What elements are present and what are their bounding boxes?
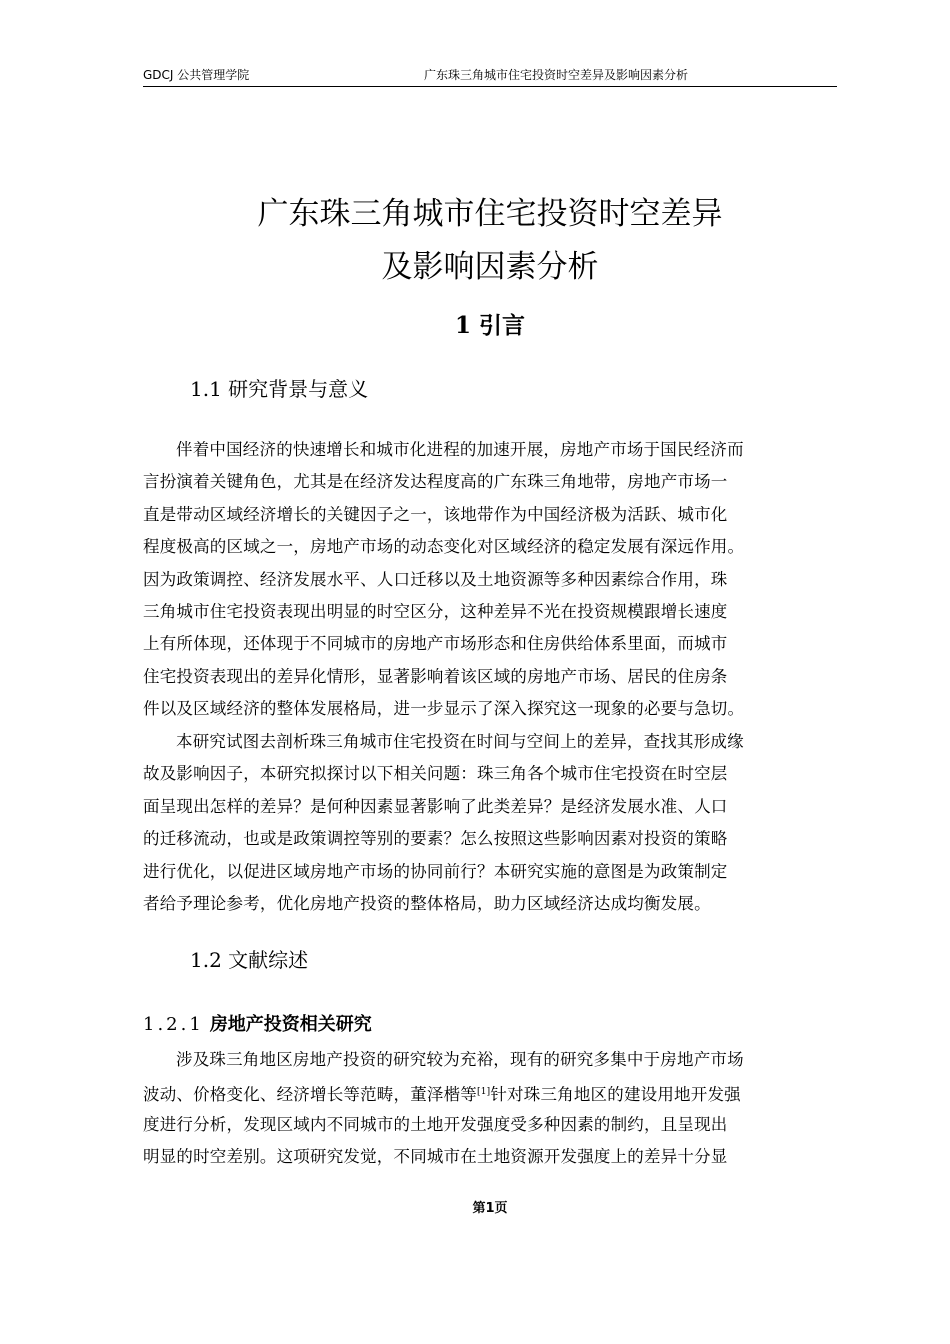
section-1-1-heading: 1.1 研究背景与意义 [190, 377, 369, 401]
text-line: 程度极高的区域之一，房地产市场的动态变化对区域经济的稳定发展有深远作用。 [143, 537, 745, 557]
text-line: 的迁移流动，也或是政策调控等别的要素？怎么按照这些影响因素对投资的策略 [143, 829, 728, 849]
paragraph-background-2 [143, 726, 837, 920]
paper-title-line-2: 及影响因素分析 [381, 249, 599, 285]
text-line: 言扮演着关键角色，尤其是在经济发达程度高的广东珠三角地带，房地产市场一 [143, 472, 728, 492]
text-line [143, 1076, 837, 1108]
text-segment: 针对珠三角地区的建设用地开发强 [490, 1085, 741, 1105]
text-line: 直是带动区域经济增长的关键因子之一，该地带作为中国经济极为活跃、城市化 [143, 504, 728, 524]
text-line: 三角城市住宅投资表现出明显的时空区分，这种差异不光在投资规模跟增长速度 [143, 601, 728, 621]
paragraph-background-1 [143, 434, 837, 726]
text-line: 度进行分析，发现区域内不同城市的土地开发强度受多种因素的制约，且呈现出 [143, 1114, 728, 1134]
header-institution: GDCJ 公共管理学院 [143, 68, 250, 82]
citation-ref[interactable]: [1] [477, 1087, 491, 1098]
text-line: 上有所体现，还体现于不同城市的房地产市场形态和住房供给体系里面，而城市 [143, 634, 728, 654]
text-segment: 波动、价格变化、经济增长等范畴，董泽楷等 [143, 1085, 477, 1105]
text-line: 涉及珠三角地区房地产投资的研究较为充裕，现有的研究多集中于房地产市场 [176, 1050, 744, 1069]
paper-title [143, 188, 837, 294]
paper-title-line-1: 广东珠三角城市住宅投资时空差异 [257, 196, 723, 232]
text-line: 者给予理论参考，优化房地产投资的整体格局，助力区域经济达成均衡发展。 [143, 893, 711, 913]
text-line: 件以及区域经济的整体发展格局，进一步显示了深入探究这一现象的必要与急切。 [143, 699, 745, 719]
text-line: 住宅投资表现出的差异化情形，显著影响着该区域的房地产市场、居民的住房条 [143, 666, 728, 686]
section-number: 1.2.1 [143, 1014, 204, 1035]
section-title: 房地产投资相关研究 [209, 1014, 372, 1035]
paragraph-literature-1 [143, 1044, 837, 1174]
page-number: 第1页 [472, 1201, 508, 1216]
text-line: 本研究试图去剖析珠三角城市住宅投资在时间与空间上的差异，查找其形成缘 [176, 732, 744, 751]
text-line: 明显的时空差别。这项研究发觉，不同城市在土地资源开发强度上的差异十分显 [143, 1147, 728, 1167]
text-line: 面呈现出怎样的差异？是何种因素显著影响了此类差异？是经济发展水准、人口 [143, 796, 728, 816]
text-line: 故及影响因子，本研究拟探讨以下相关问题：珠三角各个城市住宅投资在时空层 [143, 764, 728, 784]
section-1-2-1-heading [143, 1012, 372, 1038]
text-line: 因为政策调控、经济发展水平、人口迁移以及土地资源等多种因素综合作用，珠 [143, 569, 728, 589]
text-line: 伴着中国经济的快速增长和城市化进程的加速开展，房地产市场于国民经济而 [176, 440, 744, 459]
section-1-2-heading: 1.2 文献综述 [190, 948, 309, 972]
section-1-heading: 1 引言 [454, 312, 525, 339]
header-paper-title: 广东珠三角城市住宅投资时空差异及影响因素分析 [424, 68, 689, 82]
running-header [143, 66, 837, 87]
text-line: 进行优化，以促进区域房地产市场的协同前行？本研究实施的意图是为政策制定 [143, 861, 728, 881]
